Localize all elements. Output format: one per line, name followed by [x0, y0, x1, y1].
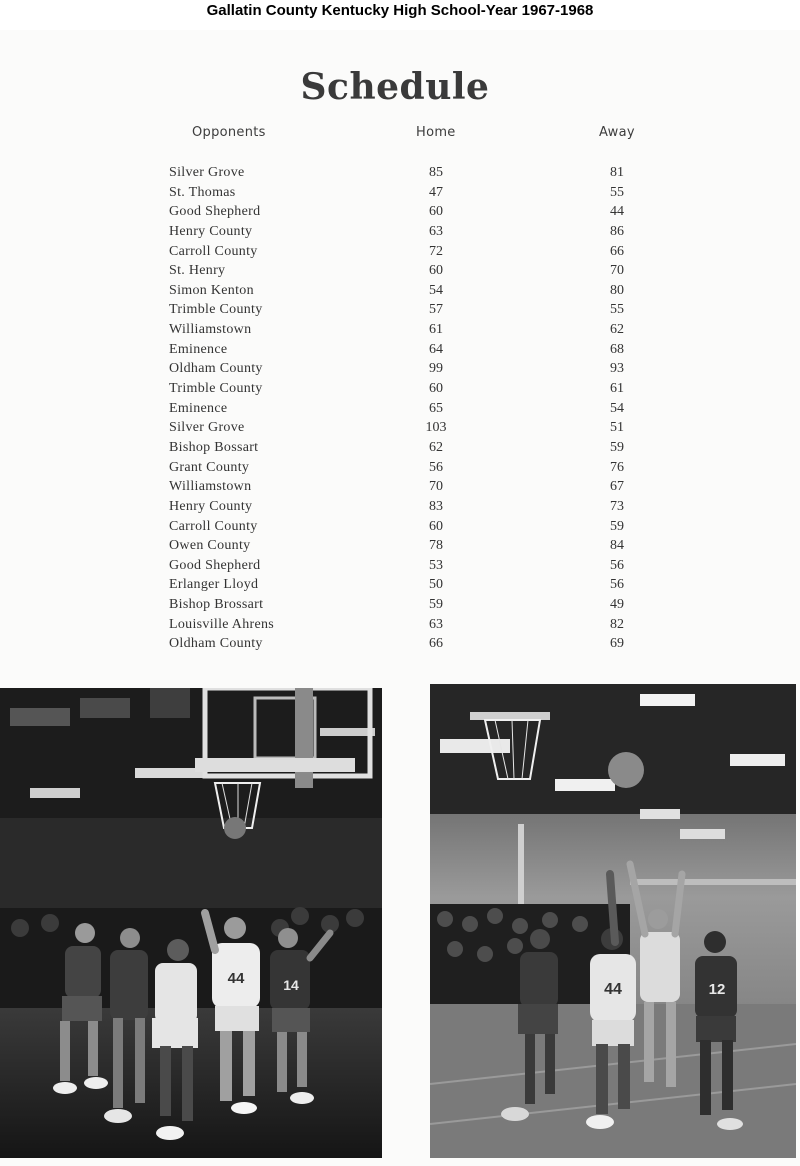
- away-score: 67: [610, 479, 624, 495]
- away-score: 68: [610, 341, 624, 357]
- table-row: [0, 379, 800, 399]
- home-score: 78: [429, 538, 443, 554]
- schedule-table: [0, 163, 800, 654]
- table-row: [0, 536, 800, 556]
- away-score: 76: [610, 459, 624, 475]
- opponent-name: Eminence: [169, 400, 228, 416]
- table-row: [0, 183, 800, 203]
- opponent-name: Erlanger Lloyd: [169, 577, 259, 593]
- table-row: [0, 202, 800, 222]
- away-score: 82: [610, 616, 624, 632]
- home-score: 72: [429, 243, 443, 259]
- table-row: [0, 575, 800, 595]
- table-row: [0, 261, 800, 281]
- left-photo-jersey-number: 44: [227, 970, 245, 987]
- opponent-name: Silver Grove: [169, 165, 245, 180]
- opponent-name: Eminence: [169, 341, 228, 357]
- opponent-name: Williamstown: [169, 322, 252, 338]
- table-row: [0, 340, 800, 360]
- table-row: [0, 418, 800, 438]
- photo-left-illustration: [0, 688, 382, 1158]
- opponent-name: Silver Grove: [169, 420, 245, 436]
- right-photo-jersey-number: 12: [708, 981, 726, 998]
- opponent-name: Henry County: [169, 498, 253, 514]
- opponent-name: Louisville Ahrens: [169, 616, 275, 632]
- table-row: [0, 595, 800, 615]
- opponent-name: Henry County: [169, 223, 253, 239]
- away-score: 56: [610, 577, 624, 593]
- home-score: 60: [429, 263, 443, 279]
- home-score: 85: [429, 165, 443, 180]
- away-score: 55: [610, 184, 624, 200]
- home-score: 60: [429, 518, 443, 534]
- table-row: [0, 556, 800, 576]
- table-row: [0, 517, 800, 537]
- away-score: 59: [610, 439, 624, 455]
- table-row: [0, 477, 800, 497]
- away-score: 54: [610, 400, 624, 416]
- table-row: [0, 615, 800, 635]
- table-row: [0, 399, 800, 419]
- table-row: [0, 163, 800, 183]
- home-score: 103: [425, 420, 447, 436]
- away-score: 70: [610, 263, 624, 279]
- away-score: 66: [610, 243, 624, 259]
- photo-right-illustration: [430, 684, 796, 1158]
- page-caption: Gallatin County Kentucky High School-Year 1967-1968: [206, 2, 594, 19]
- home-score: 59: [429, 597, 443, 613]
- opponent-name: Williamstown: [169, 479, 252, 495]
- opponent-name: Trimble County: [169, 302, 263, 318]
- home-score: 50: [429, 577, 443, 593]
- opponent-name: Carroll County: [169, 243, 258, 259]
- away-score: 69: [610, 636, 624, 652]
- table-row: [0, 458, 800, 478]
- away-column-header: Away: [599, 125, 635, 140]
- table-row: [0, 242, 800, 262]
- away-score: 84: [610, 538, 624, 554]
- opponent-name: Carroll County: [169, 518, 258, 534]
- home-score: 60: [429, 381, 443, 397]
- table-row: [0, 281, 800, 301]
- home-score: 70: [429, 479, 443, 495]
- table-row: [0, 438, 800, 458]
- opponent-name: Owen County: [169, 538, 251, 554]
- basketball-photo-right: [430, 684, 796, 1158]
- opponent-name: Grant County: [169, 459, 250, 475]
- home-score: 66: [429, 636, 443, 652]
- table-row: [0, 359, 800, 379]
- home-score: 56: [429, 459, 443, 475]
- away-score: 73: [610, 498, 624, 514]
- home-score: 61: [429, 322, 443, 338]
- opponent-name: Oldham County: [169, 636, 263, 652]
- home-score: 65: [429, 400, 443, 416]
- basketball-photo-left: [0, 688, 382, 1158]
- away-score: 93: [610, 361, 624, 377]
- away-score: 55: [610, 302, 624, 318]
- schedule-heading: Schedule: [300, 66, 490, 108]
- opponent-name: Oldham County: [169, 361, 263, 377]
- home-score: 57: [429, 302, 443, 318]
- home-score: 64: [429, 341, 443, 357]
- table-row: [0, 320, 800, 340]
- away-score: 80: [610, 282, 624, 298]
- away-score: 62: [610, 322, 624, 338]
- away-score: 44: [610, 204, 624, 220]
- table-row: [0, 634, 800, 654]
- home-score: 54: [429, 282, 443, 298]
- home-score: 62: [429, 439, 443, 455]
- away-score: 56: [610, 557, 624, 573]
- home-score: 63: [429, 223, 443, 239]
- opponents-column-header: Opponents: [192, 125, 266, 140]
- away-score: 61: [610, 381, 624, 397]
- opponent-name: Good Shepherd: [169, 557, 261, 573]
- home-score: 60: [429, 204, 443, 220]
- opponent-name: St. Thomas: [169, 184, 236, 200]
- left-photo-jersey-number: 14: [283, 977, 299, 993]
- away-score: 51: [610, 420, 624, 436]
- table-row: [0, 497, 800, 517]
- home-score: 83: [429, 498, 443, 514]
- table-row: [0, 300, 800, 320]
- opponent-name: Good Shepherd: [169, 204, 261, 220]
- opponent-name: Bishop Bossart: [169, 439, 259, 455]
- opponent-name: Bishop Brossart: [169, 597, 264, 613]
- home-score: 47: [429, 184, 443, 200]
- opponent-name: Trimble County: [169, 381, 263, 397]
- opponent-name: St. Henry: [169, 263, 226, 279]
- away-score: 49: [610, 597, 624, 613]
- right-photo-jersey-number: 44: [604, 981, 622, 998]
- home-score: 99: [429, 361, 443, 377]
- home-score: 63: [429, 616, 443, 632]
- opponent-name: Simon Kenton: [169, 282, 254, 298]
- away-score: 81: [610, 165, 624, 180]
- away-score: 86: [610, 223, 624, 239]
- table-row: [0, 222, 800, 242]
- home-column-header: Home: [416, 125, 456, 140]
- home-score: 53: [429, 557, 443, 573]
- away-score: 59: [610, 518, 624, 534]
